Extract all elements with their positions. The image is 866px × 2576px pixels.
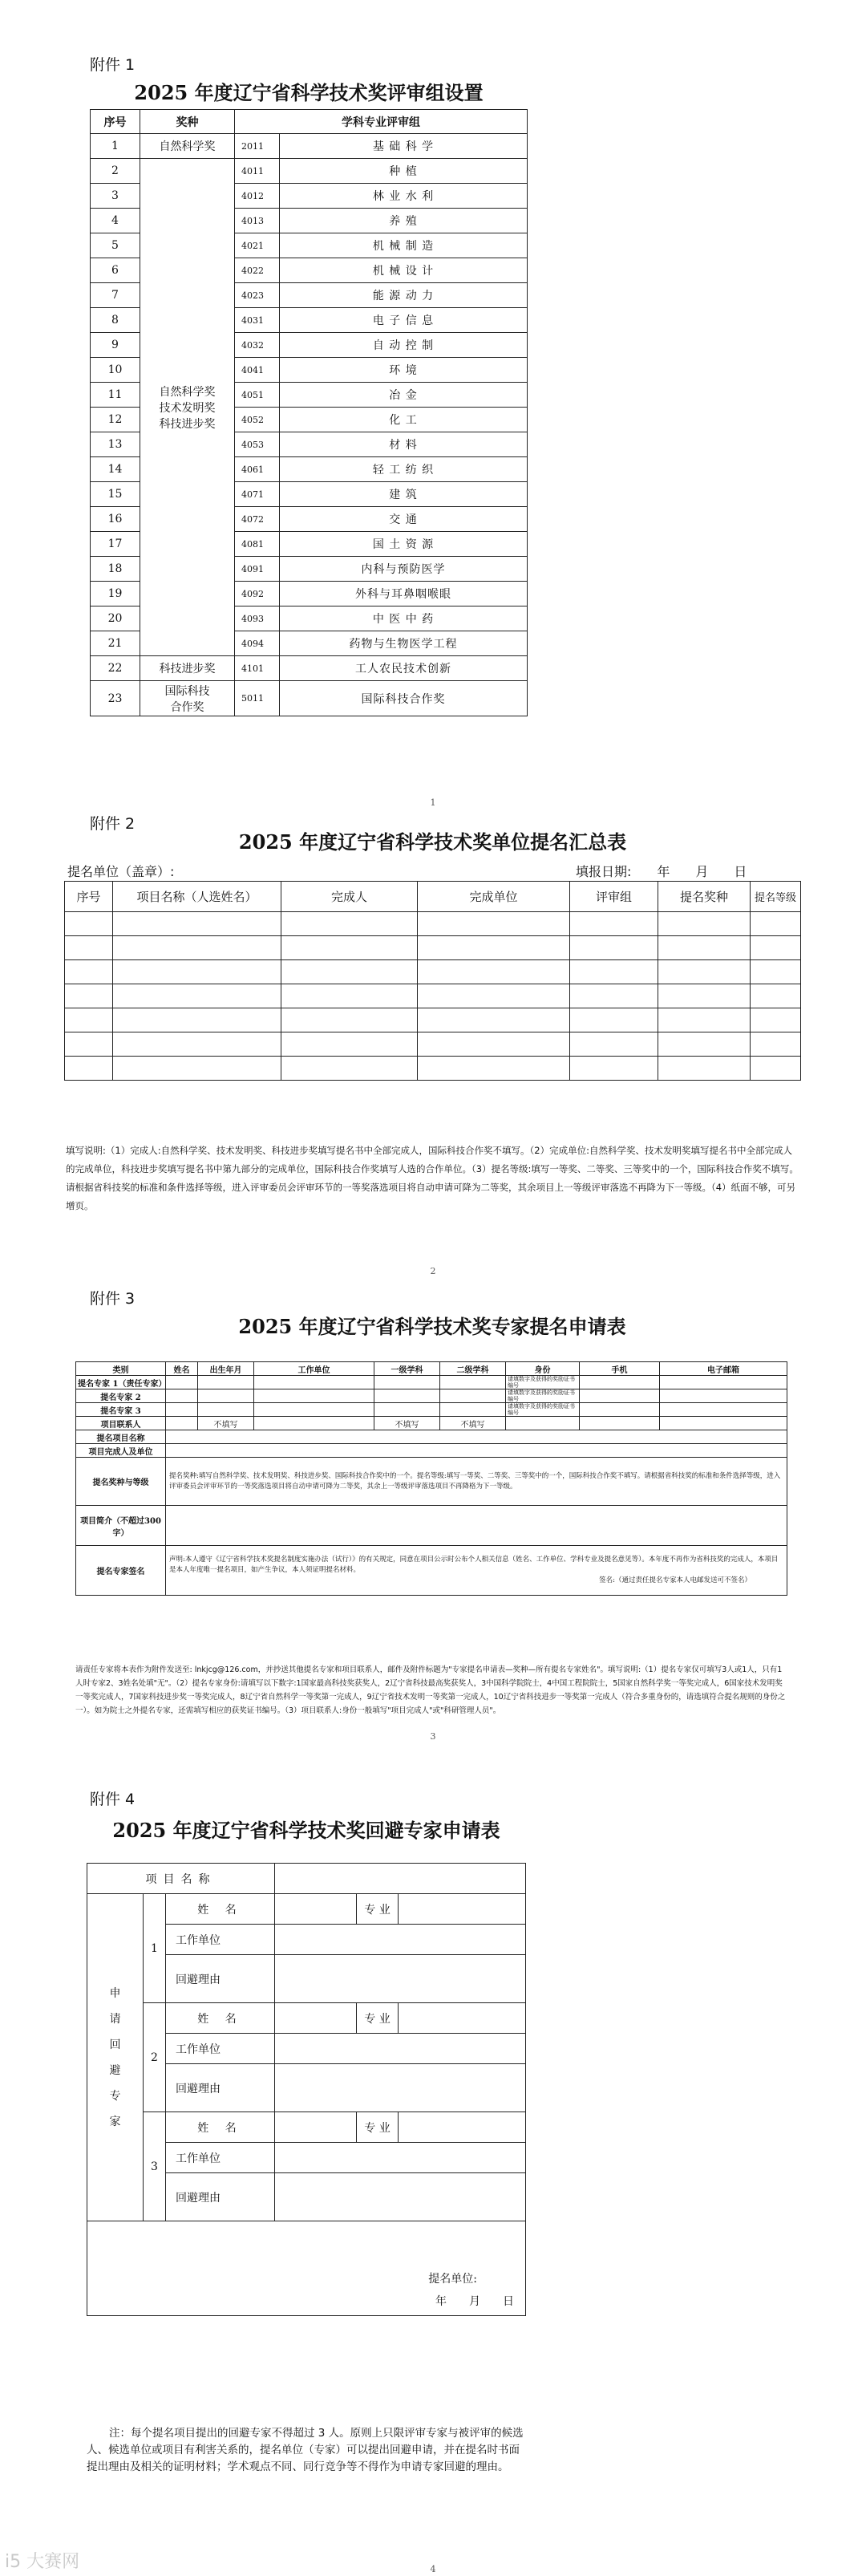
review-group-table [90, 109, 528, 716]
table-cell[interactable] [658, 936, 751, 960]
table-cell[interactable] [281, 960, 418, 984]
identity-hint: 请填数字及获得的奖励证书编号 [506, 1403, 580, 1417]
project-name-label: 提名项目名称 [76, 1430, 166, 1444]
table-cell[interactable] [751, 1008, 801, 1032]
award-group [140, 159, 235, 656]
signature-cell [87, 2221, 526, 2316]
group-name: 工人农民技术创新 [280, 656, 528, 681]
group-name: 电 子 信 息 [280, 308, 528, 333]
expert-name-row [87, 1894, 526, 1925]
fill-instructions: 填写说明:（1）完成人:自然科学奖、技术发明奖、科技进步奖填写提名书中全部完成人，国际科技合作奖不填写。（2）完成单位:自然科学奖、技术发明奖填写提名书中全部完成人的完成单位，科技进步奖填写提名书中第九部分的完成单位，国际科技合作奖填写人选的合作单位。（3）提名等级:填写一等奖、二等奖、三等奖中的一个，国际科技合作奖不填写。请根据省科技奖的标准和条件选择等级，进入评审委员会评审环节的一等奖落选项目将自动申请可降为二等奖，其余项目上一等级评审落选不再降为下一等级。（4）纸面不够，可另增页。 [66, 1145, 799, 1211]
table-cell[interactable] [751, 1032, 801, 1057]
expert-name-row [87, 2112, 526, 2143]
table-header: 完成单位 [418, 882, 570, 912]
table-row [65, 984, 801, 1008]
group-name: 养 殖 [280, 209, 528, 233]
group-code: 4032 [235, 333, 280, 358]
table-cell[interactable] [570, 1032, 658, 1057]
row-number: 14 [91, 457, 140, 482]
group-name: 自 动 控 制 [280, 333, 528, 358]
reason-label: 回避理由 [166, 2064, 275, 2112]
expert-group-number: 2 [144, 2003, 166, 2112]
specialty-value[interactable] [399, 2003, 526, 2034]
attachment-label: 附件 2 [90, 815, 136, 833]
name-value[interactable] [275, 1894, 357, 1925]
group-code: 4072 [235, 507, 280, 532]
expert-group-number: 3 [144, 2112, 166, 2221]
work-unit-label: 工作单位 [166, 1925, 275, 1955]
table-cell[interactable] [418, 912, 570, 936]
expert-2-label: 提名专家 2 [76, 1389, 166, 1403]
table-cell[interactable] [570, 936, 658, 960]
expert-group-number: 1 [144, 1894, 166, 2003]
specialty-label: 专 业 [357, 1894, 399, 1925]
group-code: 4031 [235, 308, 280, 333]
group-code: 4101 [235, 656, 280, 681]
project-name-label: 项目名称 [87, 1864, 275, 1894]
table-cell[interactable] [281, 1057, 418, 1081]
table-row [91, 656, 528, 681]
table-row [65, 912, 801, 936]
table-cell[interactable] [418, 1057, 570, 1081]
group-name: 中 医 中 药 [280, 606, 528, 631]
group-code: 4022 [235, 258, 280, 283]
nomination-summary-table [64, 881, 801, 1081]
group-name: 能 源 动 力 [280, 283, 528, 308]
table-cell[interactable] [113, 984, 281, 1008]
table-row [65, 1057, 801, 1081]
table-header: 类别 [76, 1362, 166, 1376]
name-label: 姓 名 [166, 1894, 275, 1925]
table-cell[interactable] [751, 960, 801, 984]
nominee-unit-label: 提名单位: [428, 2273, 477, 2286]
award-intl-line: 合作奖 [170, 700, 204, 714]
table-cell[interactable] [570, 1008, 658, 1032]
not-required: 不填写 [198, 1417, 254, 1430]
work-unit-value[interactable] [275, 2034, 526, 2064]
table-cell[interactable] [65, 1032, 113, 1057]
page-number: 3 [430, 1731, 436, 1742]
page-title: 2025 年度辽宁省科学技术奖单位提名汇总表 [238, 830, 627, 854]
table-cell[interactable] [281, 912, 418, 936]
group-name: 国 土 资 源 [280, 532, 528, 557]
table-cell[interactable] [418, 1008, 570, 1032]
row-number: 17 [91, 532, 140, 557]
fill-instructions: 请责任专家将本表作为附件发送至: lnkjcg@126.com，并抄送其他提名专家和项目联系人，邮件及附件标题为"专家提名申请表—奖种—所有提名专家姓名"。填写说明:（1）提名专家仅可填写3人或1人，只有1人时专家2、3姓名处填"无"。（2）提名专家身份:请填写以下数字:1国家最高科技奖获奖人，2辽宁省科技最高奖获奖人，3中国科学院院士，4中国工程院院士，5国家自然科学奖一等奖完成人，6国家技术发明奖一等奖完成人，7国家科技进步奖一等奖完成人，8辽宁省自然科学一等奖第一完成人，9辽宁省技术发明一等奖第一完成人，10辽宁省科技进步一等奖第一完成人（符合多重身份的，请选填符合提名规则的身份之一）。如为院士之外提名专家，还需填写相应的获奖证书编号。（3）项目联系人:身份一般填写"项目完成人"或"科研管理人员"。 [75, 1665, 786, 1715]
table-row [91, 681, 528, 716]
identity-hint: 请填数字及获得的奖励证书编号 [506, 1389, 580, 1403]
award-group-line: 自然科学奖 [159, 385, 216, 399]
group-name: 外科与耳鼻咽喉眼 [280, 582, 528, 606]
group-code: 4041 [235, 358, 280, 383]
table-row [65, 1008, 801, 1032]
page-title: 2025 年度辽宁省科学技术奖专家提名申请表 [238, 1315, 626, 1338]
reason-label: 回避理由 [166, 1955, 275, 2003]
not-required: 不填写 [374, 1417, 440, 1430]
table-cell[interactable] [113, 1057, 281, 1081]
table-header: 二级学科 [440, 1362, 506, 1376]
table-cell[interactable] [658, 1032, 751, 1057]
table-header: 提名奖种 [658, 882, 751, 912]
table-cell[interactable] [281, 1008, 418, 1032]
table-cell[interactable] [65, 1057, 113, 1081]
table-cell[interactable] [113, 1008, 281, 1032]
row-number: 10 [91, 358, 140, 383]
table-header: 一级学科 [374, 1362, 440, 1376]
work-unit-value[interactable] [275, 2143, 526, 2173]
row-number: 22 [91, 656, 140, 681]
group-code: 4094 [235, 631, 280, 656]
row-number: 8 [91, 308, 140, 333]
table-header: 出生年月 [198, 1362, 254, 1376]
group-code: 4053 [235, 432, 280, 457]
award-group-line: 技术发明奖 [159, 401, 216, 415]
group-code: 2011 [235, 134, 280, 159]
group-code: 4071 [235, 482, 280, 507]
identity-hint: 请填数字及获得的奖励证书编号 [506, 1376, 580, 1389]
table-header: 工作单位 [254, 1362, 374, 1376]
table-cell[interactable] [751, 984, 801, 1008]
attachment-label: 附件 3 [90, 1290, 136, 1308]
group-name: 建 筑 [280, 482, 528, 507]
name-value[interactable] [275, 2112, 357, 2143]
group-name: 内科与预防医学 [280, 557, 528, 582]
table-cell[interactable] [65, 936, 113, 960]
vertical-char: 申 [109, 1986, 121, 2000]
table-body [91, 134, 528, 716]
table-cell[interactable] [570, 912, 658, 936]
reason-value[interactable] [275, 2173, 526, 2221]
intro-label: 项目简介（不超过300字） [76, 1506, 166, 1546]
group-name: 种 植 [280, 159, 528, 184]
row-number: 16 [91, 507, 140, 532]
table-cell[interactable] [751, 936, 801, 960]
page-title: 2025 年度辽宁省科学技术奖回避专家申请表 [112, 1819, 500, 1842]
expert-name-row [87, 2003, 526, 2034]
vertical-char: 避 [109, 2063, 121, 2077]
row-number: 21 [91, 631, 140, 656]
work-unit-label: 工作单位 [166, 2034, 275, 2064]
page-number: 2 [430, 1266, 436, 1276]
row-number: 19 [91, 582, 140, 606]
row-number: 23 [91, 681, 140, 716]
table-row [65, 1032, 801, 1057]
reason-label: 回避理由 [166, 2173, 275, 2221]
row-number: 5 [91, 233, 140, 258]
table-cell[interactable] [570, 1057, 658, 1081]
group-code: 4092 [235, 582, 280, 606]
table-cell[interactable] [658, 912, 751, 936]
table-cell[interactable] [65, 960, 113, 984]
name-value[interactable] [275, 2003, 357, 2034]
reason-value[interactable] [275, 1955, 526, 2003]
award-progress: 科技进步奖 [140, 656, 235, 681]
table-header: 提名等级 [751, 882, 801, 912]
group-name: 基 础 科 学 [280, 134, 528, 159]
row-number: 1 [91, 134, 140, 159]
group-code: 4011 [235, 159, 280, 184]
group-name: 轻 工 纺 织 [280, 457, 528, 482]
group-code: 4052 [235, 408, 280, 432]
specialty-value[interactable] [399, 2112, 526, 2143]
group-code: 4081 [235, 532, 280, 557]
row-number: 11 [91, 383, 140, 408]
nominating-unit-label: 提名单位（盖章）: [67, 864, 175, 879]
page-number: 4 [430, 2564, 436, 2574]
table-header: 手机 [580, 1362, 660, 1376]
vertical-char: 家 [109, 2115, 121, 2128]
table-header: 序号 [91, 110, 140, 134]
award-intl-line: 国际科技 [164, 684, 210, 698]
award-natural: 自然科学奖 [140, 134, 235, 159]
award-group-line: 科技进步奖 [159, 417, 216, 431]
table-cell[interactable] [65, 1008, 113, 1032]
group-name: 机 械 制 造 [280, 233, 528, 258]
table-header: 电子邮箱 [660, 1362, 787, 1376]
table-header: 学科专业评审组 [235, 110, 528, 134]
group-code: 4093 [235, 606, 280, 631]
specialty-value[interactable] [399, 1894, 526, 1925]
table-row [65, 936, 801, 960]
group-name: 机 械 设 计 [280, 258, 528, 283]
vertical-char: 专 [109, 2089, 121, 2103]
signature-row [87, 2221, 526, 2316]
award-type-text: 提名奖种:填写自然科学奖、技术发明奖、科技进步奖、国际科技合作奖中的一个。提名等级:填写一等奖、二等奖、三等奖中的一个，国际科技合作奖不填写。请根据省科技奖的标准和条件选择等级，进入评审委员会评审环节的一等奖落选项目将自动申请可降为二等奖，其余上一等级评审落选项目不再降格为下一等级。 [166, 1458, 787, 1506]
row-number: 18 [91, 557, 140, 582]
avoidance-note: 注：每个提名项目提出的回避专家不得超过 3 人。原则上只限评审专家与被评审的候选人、候选单位或项目有利害关系的，提名单位（专家）可以提出回避申请，并在提名时书面提出理由及相关的证明材料；学术观点不同、同行竞争等不得作为申请专家回避的理由。 [87, 2427, 524, 2473]
page-title: 2025 年度辽宁省科学技术奖评审组设置 [134, 81, 484, 104]
group-code: 4061 [235, 457, 280, 482]
table-header: 项目名称（人选姓名） [113, 882, 281, 912]
table-row [65, 960, 801, 984]
group-code: 4091 [235, 557, 280, 582]
group-code: 4051 [235, 383, 280, 408]
group-name: 林 业 水 利 [280, 184, 528, 209]
table-cell[interactable] [418, 960, 570, 984]
attachment-label: 附件 1 [90, 56, 136, 74]
row-number: 15 [91, 482, 140, 507]
row-number: 4 [91, 209, 140, 233]
row-number: 2 [91, 159, 140, 184]
not-required: 不填写 [440, 1417, 506, 1430]
page-number: 1 [430, 797, 436, 808]
table-cell[interactable] [751, 1057, 801, 1081]
group-name: 冶 金 [280, 383, 528, 408]
group-code: 4012 [235, 184, 280, 209]
table-cell[interactable] [418, 1032, 570, 1057]
signature-note: 签名:（通过责任提名专家本人电邮发送可不签名） [599, 1576, 751, 1584]
table-cell[interactable] [281, 984, 418, 1008]
table-cell[interactable] [418, 984, 570, 1008]
group-code: 4013 [235, 209, 280, 233]
table-cell[interactable] [113, 1032, 281, 1057]
vertical-label [87, 1894, 144, 2221]
attachment-label: 附件 4 [90, 1791, 136, 1808]
group-name: 环 境 [280, 358, 528, 383]
project-units-label: 项目完成人及单位 [76, 1444, 166, 1458]
row-number: 12 [91, 408, 140, 432]
table-cell[interactable] [658, 960, 751, 984]
group-name: 化 工 [280, 408, 528, 432]
watermark-logo: i5 大赛网 [5, 2552, 80, 2572]
group-code: 5011 [235, 681, 280, 716]
vertical-char: 请 [109, 2012, 121, 2026]
award-type-label: 提名奖种与等级 [76, 1458, 166, 1506]
row-number: 9 [91, 333, 140, 358]
reason-value[interactable] [275, 2064, 526, 2112]
table-row [91, 134, 528, 159]
vertical-char: 回 [109, 2038, 121, 2051]
row-number: 20 [91, 606, 140, 631]
table-header: 评审组 [570, 882, 658, 912]
work-unit-value[interactable] [275, 1925, 526, 1955]
table-cell[interactable] [658, 1057, 751, 1081]
specialty-label: 专 业 [357, 2112, 399, 2143]
work-unit-label: 工作单位 [166, 2143, 275, 2173]
group-name: 材 料 [280, 432, 528, 457]
specialty-label: 专 业 [357, 2003, 399, 2034]
table-row [91, 159, 528, 184]
expert-nomination-table [75, 1361, 787, 1596]
name-label: 姓 名 [166, 2003, 275, 2034]
expert-1-label: 提名专家 1（责任专家） [76, 1376, 166, 1389]
table-cell[interactable] [113, 936, 281, 960]
table-cell[interactable] [570, 984, 658, 1008]
table-cell[interactable] [281, 936, 418, 960]
table-header: 姓名 [166, 1362, 198, 1376]
group-name: 国际科技合作奖 [280, 681, 528, 716]
table-cell[interactable] [418, 936, 570, 960]
table-cell[interactable] [65, 984, 113, 1008]
table-header: 序号 [65, 882, 113, 912]
row-number: 3 [91, 184, 140, 209]
group-code: 4021 [235, 233, 280, 258]
avoidance-expert-table [87, 1863, 526, 2316]
table-cell[interactable] [751, 912, 801, 936]
expert-3-label: 提名专家 3 [76, 1403, 166, 1417]
table-cell[interactable] [65, 912, 113, 936]
row-number: 7 [91, 283, 140, 308]
name-label: 姓 名 [166, 2112, 275, 2143]
row-number: 6 [91, 258, 140, 283]
table-header: 奖种 [140, 110, 235, 134]
table-cell[interactable] [658, 1008, 751, 1032]
group-code: 4023 [235, 283, 280, 308]
table-cell[interactable] [113, 960, 281, 984]
sign-label: 提名专家签名 [76, 1546, 166, 1596]
contact-label: 项目联系人 [76, 1417, 166, 1430]
table-cell[interactable] [113, 912, 281, 936]
row-number: 13 [91, 432, 140, 457]
declaration-text: 声明:本人遵守《辽宁省科学技术奖提名制度实施办法（试行）》的有关规定，同意在项目公示时公布个人相关信息（姓名、工作单位、学科专业及提名意见等）。本年度不再作为省科技奖的完成人，本项目是本人年度唯一提名项目，如产生争议，本人须证明提名材料。 [169, 1556, 779, 1574]
award-intl [140, 681, 235, 716]
table-cell[interactable] [281, 1032, 418, 1057]
group-name: 交 通 [280, 507, 528, 532]
group-name: 药物与生物医学工程 [280, 631, 528, 656]
table-cell[interactable] [570, 960, 658, 984]
date-label: 年 月 日 [435, 2295, 514, 2308]
table-header: 完成人 [281, 882, 418, 912]
table-cell[interactable] [658, 984, 751, 1008]
fill-date-label: 填报日期: 年 月 日 [576, 864, 747, 879]
table-header: 身份 [506, 1362, 580, 1376]
